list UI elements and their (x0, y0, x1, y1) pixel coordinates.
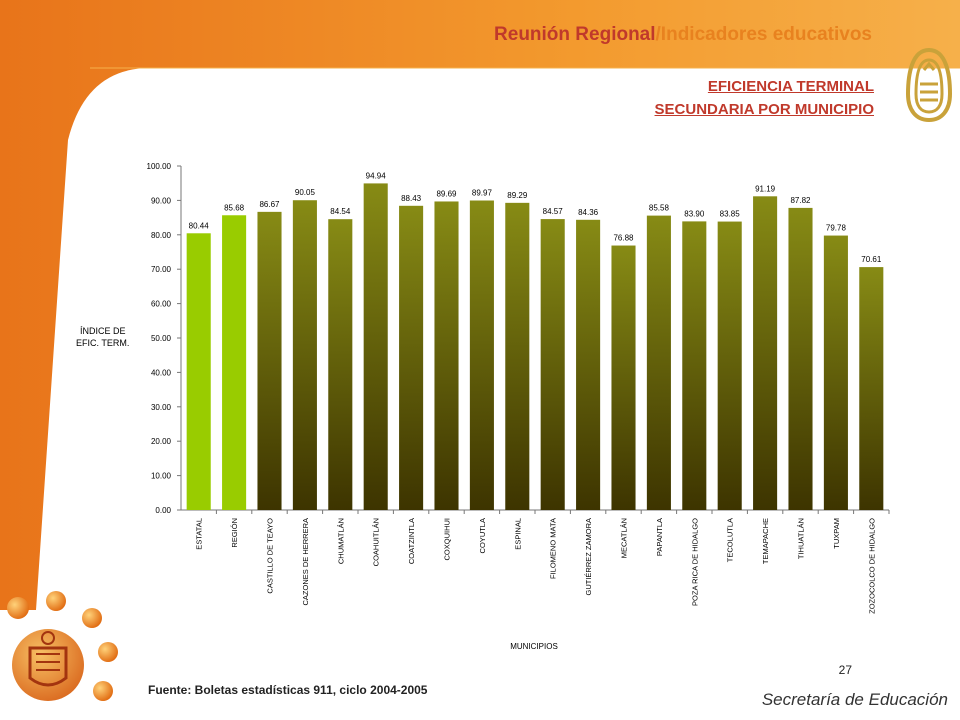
bar-18 (788, 208, 812, 510)
value-label: 76.88 (613, 233, 634, 243)
value-label: 88.43 (401, 193, 422, 203)
secretaria-brand: Secretaría de Educación (761, 690, 948, 709)
bar-15 (682, 221, 706, 510)
category-label: CAZONES DE HERRERA (300, 518, 310, 606)
category-label: TECOLUTLA (725, 518, 735, 563)
y-axis-title-line2: EFIC. TERM. (76, 338, 130, 348)
category-label: TIHUATLÁN (796, 518, 806, 560)
bars (187, 183, 884, 510)
category-label: MECATLÁN (619, 518, 629, 559)
title-secondary: /Indicadores educativos (655, 24, 872, 45)
title-main: Reunión Regional (494, 24, 656, 45)
y-tick-label: 70.00 (150, 265, 171, 275)
bar-2 (222, 215, 246, 510)
bar-13 (611, 246, 635, 510)
value-label: 80.44 (188, 221, 209, 231)
bar-5 (328, 219, 352, 510)
x-axis-title: MUNICIPIOS (510, 642, 558, 651)
y-tick-label: 50.00 (150, 334, 171, 343)
category-label: TEMAPACHE (761, 518, 771, 565)
category-label: CASTILLO DE TEAYO (265, 518, 275, 594)
category-label: COATZINTLA (407, 518, 417, 565)
bar-8 (434, 201, 458, 510)
value-label: 86.67 (259, 199, 280, 209)
bar-1 (187, 233, 211, 510)
y-tick-label: 0.00 (155, 506, 171, 515)
value-label: 84.54 (330, 207, 351, 217)
bar-10 (505, 203, 529, 510)
value-label: 83.90 (684, 209, 705, 219)
category-label: POZA RICA DE HIDALGO (690, 518, 700, 606)
bar-4 (293, 200, 317, 510)
category-label: COYUTLA (477, 518, 487, 554)
category-label: REGIÓN (230, 518, 240, 548)
category-label: TUXPAM (831, 518, 841, 549)
value-label: 83.85 (719, 209, 740, 219)
category-label: COXQUIHUI (442, 518, 452, 561)
y-tick-label: 60.00 (150, 299, 171, 309)
bar-19 (824, 236, 848, 510)
bar-9 (470, 201, 494, 510)
category-label: ZOZOCOLCO DE HIDALGO (867, 518, 877, 614)
y-tick-label: 90.00 (150, 196, 171, 206)
category-label: COAHUITLÁN (371, 518, 381, 567)
page-number: 27 (838, 663, 852, 677)
bar-3 (257, 212, 281, 510)
y-tick-label: 30.00 (150, 402, 171, 412)
bar-12 (576, 220, 600, 510)
value-label: 94.94 (365, 171, 386, 181)
veracruz-crest-icon (0, 580, 130, 720)
value-label: 84.57 (542, 207, 563, 217)
category-label: GUTIÉRREZ ZAMORA (584, 518, 594, 596)
value-label: 85.58 (648, 203, 669, 213)
value-label: 89.29 (507, 190, 528, 200)
y-tick-label: 100.00 (146, 162, 171, 171)
y-tick-label: 20.00 (150, 437, 171, 447)
y-tick-label: 80.00 (150, 230, 171, 240)
value-label: 79.78 (825, 223, 846, 233)
category-label: ESPINAL (513, 518, 523, 550)
y-tick-label: 10.00 (150, 471, 171, 481)
chart-subtitle-line1: EFICIENCIA TERMINAL (707, 78, 874, 95)
bar-7 (399, 206, 423, 510)
category-label: FILOMENO MATA (548, 518, 558, 579)
y-axis-title-line1: ÍNDICE DE (80, 326, 126, 336)
category-label: PAPANTLA (654, 518, 664, 557)
value-label: 90.05 (294, 188, 315, 198)
y-tick-label: 40.00 (150, 368, 171, 378)
category-label: CHUMATLÁN (336, 518, 346, 565)
value-labels (189, 171, 882, 264)
bar-6 (364, 183, 388, 510)
value-label: 89.69 (436, 189, 457, 199)
bar-11 (541, 219, 565, 510)
x-axis (181, 510, 889, 514)
bar-16 (718, 222, 742, 510)
category-label: ESTATAL (194, 518, 204, 550)
data-source-note: Fuente: Boletas estadísticas 911, ciclo 2004-2005 (148, 683, 428, 697)
category-labels (195, 518, 877, 614)
bar-17 (753, 196, 777, 510)
value-label: 87.82 (790, 195, 811, 205)
value-label: 84.36 (578, 207, 599, 217)
value-label: 70.61 (861, 255, 882, 265)
bar-14 (647, 216, 671, 510)
y-axis (147, 162, 181, 515)
value-label: 91.19 (755, 184, 776, 194)
value-label: 85.68 (224, 203, 245, 213)
bar-20 (859, 267, 883, 510)
chart-subtitle-line2: SECUNDARIA POR MUNICIPIO (654, 101, 874, 118)
value-label: 89.97 (471, 188, 492, 198)
